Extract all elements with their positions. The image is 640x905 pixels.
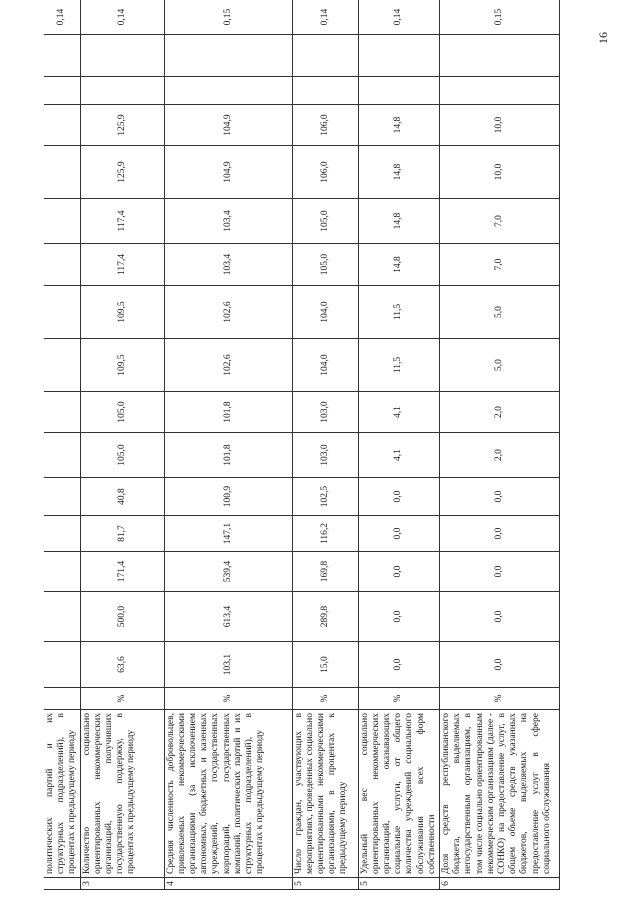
row-index: 4: [164, 878, 292, 890]
value-cell: 125,9: [80, 146, 164, 199]
value-cell: 10,0: [440, 146, 560, 199]
indicator-description: Доля средств республиканского бюджета, выделяемых негосударственным организациям, в том числе социально ориентированным некоммерческим организациям (далее - СОНКО) на предоставление услуг, в общем объеме средств указанных бюджетов, выделяемых на предоставление услуг в сфере социального обслуживания: [440, 710, 560, 878]
value-cell: 2,0: [440, 392, 560, 433]
value-cell: 5,0: [440, 339, 560, 392]
value-cell: 103,1: [164, 642, 292, 688]
indicator-description: Количество социально ориентированных некоммерческих организаций, получивших государственную поддержку, в процентах к предыдущему периоду: [80, 710, 164, 878]
value-cell: [44, 199, 80, 244]
table-row: [440, 0, 560, 890]
value-cell: 106,0: [292, 146, 358, 199]
unit-cell: [44, 688, 80, 710]
value-cell: 103,4: [164, 244, 292, 286]
value-cell: 40,8: [80, 478, 164, 516]
value-cell: 0,14: [80, 0, 164, 35]
value-cell: 104,0: [292, 339, 358, 392]
value-cell: 7,0: [440, 199, 560, 244]
value-cell: 125,9: [80, 105, 164, 146]
value-cell: [44, 105, 80, 146]
value-cell: [358, 35, 439, 77]
value-cell: 105,0: [292, 199, 358, 244]
value-cell: 103,0: [292, 433, 358, 478]
value-cell: 7,0: [440, 244, 560, 286]
value-cell: [292, 77, 358, 105]
row-index: 5: [292, 878, 358, 890]
value-cell: [44, 433, 80, 478]
unit-cell: %: [358, 688, 439, 710]
value-cell: 104,9: [164, 146, 292, 199]
value-cell: [44, 592, 80, 642]
value-cell: 117,4: [80, 199, 164, 244]
value-cell: 11,5: [358, 339, 439, 392]
value-cell: [358, 77, 439, 105]
value-cell: 116,2: [292, 516, 358, 552]
value-cell: 105,0: [80, 433, 164, 478]
value-cell: [80, 77, 164, 105]
value-cell: [44, 392, 80, 433]
value-cell: [44, 516, 80, 552]
value-cell: 103,0: [292, 392, 358, 433]
row-index: 5: [358, 878, 439, 890]
value-cell: [44, 35, 80, 77]
table-container: [44, 8, 554, 890]
value-cell: [44, 642, 80, 688]
value-cell: 103,4: [164, 199, 292, 244]
unit-cell: %: [80, 688, 164, 710]
value-cell: 106,0: [292, 105, 358, 146]
value-cell: [44, 339, 80, 392]
value-cell: [164, 77, 292, 105]
value-cell: 10,0: [440, 105, 560, 146]
value-cell: 81,7: [80, 516, 164, 552]
value-cell: [44, 146, 80, 199]
value-cell: 169,8: [292, 552, 358, 592]
value-cell: 109,5: [80, 339, 164, 392]
value-cell: 105,0: [80, 392, 164, 433]
value-cell: 0,0: [358, 478, 439, 516]
value-cell: [164, 35, 292, 77]
value-cell: 0,0: [358, 516, 439, 552]
value-cell: 0,0: [440, 552, 560, 592]
value-cell: 63,6: [80, 642, 164, 688]
unit-cell: %: [164, 688, 292, 710]
value-cell: 289,8: [292, 592, 358, 642]
value-cell: 4,1: [358, 433, 439, 478]
value-cell: 102,6: [164, 286, 292, 339]
value-cell: 14,8: [358, 146, 439, 199]
value-cell: 0,0: [440, 642, 560, 688]
value-cell: 14,8: [358, 105, 439, 146]
value-cell: 147,1: [164, 516, 292, 552]
value-cell: 102,5: [292, 478, 358, 516]
rotated-table-frame: [44, 8, 554, 890]
unit-cell: %: [292, 688, 358, 710]
value-cell: 0,14: [292, 0, 358, 35]
page-number: 16: [596, 32, 610, 44]
value-cell: 102,6: [164, 339, 292, 392]
value-cell: 2,0: [440, 433, 560, 478]
value-cell: 0,15: [440, 0, 560, 35]
value-cell: 539,4: [164, 552, 292, 592]
value-cell: 0,14: [44, 0, 80, 35]
indicator-description: Число граждан, участвующих в мероприятиях, проведенных социально ориентированными некоммерческими организациями, в процентах к предыдущему периоду: [292, 710, 358, 878]
value-cell: [44, 77, 80, 105]
value-cell: 104,0: [292, 286, 358, 339]
value-cell: 100,9: [164, 478, 292, 516]
value-cell: 14,8: [358, 199, 439, 244]
indicators-table: [44, 0, 560, 890]
value-cell: 5,0: [440, 286, 560, 339]
value-cell: 117,4: [80, 244, 164, 286]
value-cell: [44, 478, 80, 516]
value-cell: 14,8: [358, 244, 439, 286]
table-row: [80, 0, 164, 890]
value-cell: [44, 244, 80, 286]
indicator-description: Удельный вес социально ориентированных некоммерческих организаций, оказывающих социальные услуги, от общего количества учреждений социального обслуживания всех форм собственности: [358, 710, 439, 878]
value-cell: 105,0: [292, 244, 358, 286]
value-cell: 171,4: [80, 552, 164, 592]
value-cell: 104,9: [164, 105, 292, 146]
value-cell: 0,0: [358, 592, 439, 642]
value-cell: 101,8: [164, 392, 292, 433]
value-cell: 613,4: [164, 592, 292, 642]
value-cell: 0,0: [440, 592, 560, 642]
table-row: [292, 0, 358, 890]
value-cell: [440, 35, 560, 77]
value-cell: 0,0: [358, 642, 439, 688]
value-cell: 11,5: [358, 286, 439, 339]
value-cell: 0,15: [164, 0, 292, 35]
row-index: [44, 878, 80, 890]
row-index: 6: [440, 878, 560, 890]
value-cell: 500,0: [80, 592, 164, 642]
value-cell: 0,0: [440, 516, 560, 552]
table-row: [358, 0, 439, 890]
value-cell: 0,14: [358, 0, 439, 35]
value-cell: 0,0: [440, 478, 560, 516]
value-cell: 4,1: [358, 392, 439, 433]
table-row: [164, 0, 292, 890]
value-cell: [44, 552, 80, 592]
table-row: [44, 0, 80, 890]
value-cell: [440, 77, 560, 105]
value-cell: 0,0: [358, 552, 439, 592]
value-cell: [44, 286, 80, 339]
value-cell: 15,0: [292, 642, 358, 688]
indicator-description: политических партий и их структурных подразделений), в процентах к предыдущему периоду: [44, 710, 80, 878]
value-cell: [292, 35, 358, 77]
value-cell: [80, 35, 164, 77]
row-index: 3: [80, 878, 164, 890]
value-cell: 101,8: [164, 433, 292, 478]
indicator-description: Средняя численность добровольцев, привлекаемых некоммерческими организациями (за исключением автономных, бюджетных и казенных учреждений, государственных корпораций, государственных компаний, политических партий и их структурных подразделений), в процентах к предыдущему периоду: [164, 710, 292, 878]
value-cell: 109,5: [80, 286, 164, 339]
unit-cell: %: [440, 688, 560, 710]
